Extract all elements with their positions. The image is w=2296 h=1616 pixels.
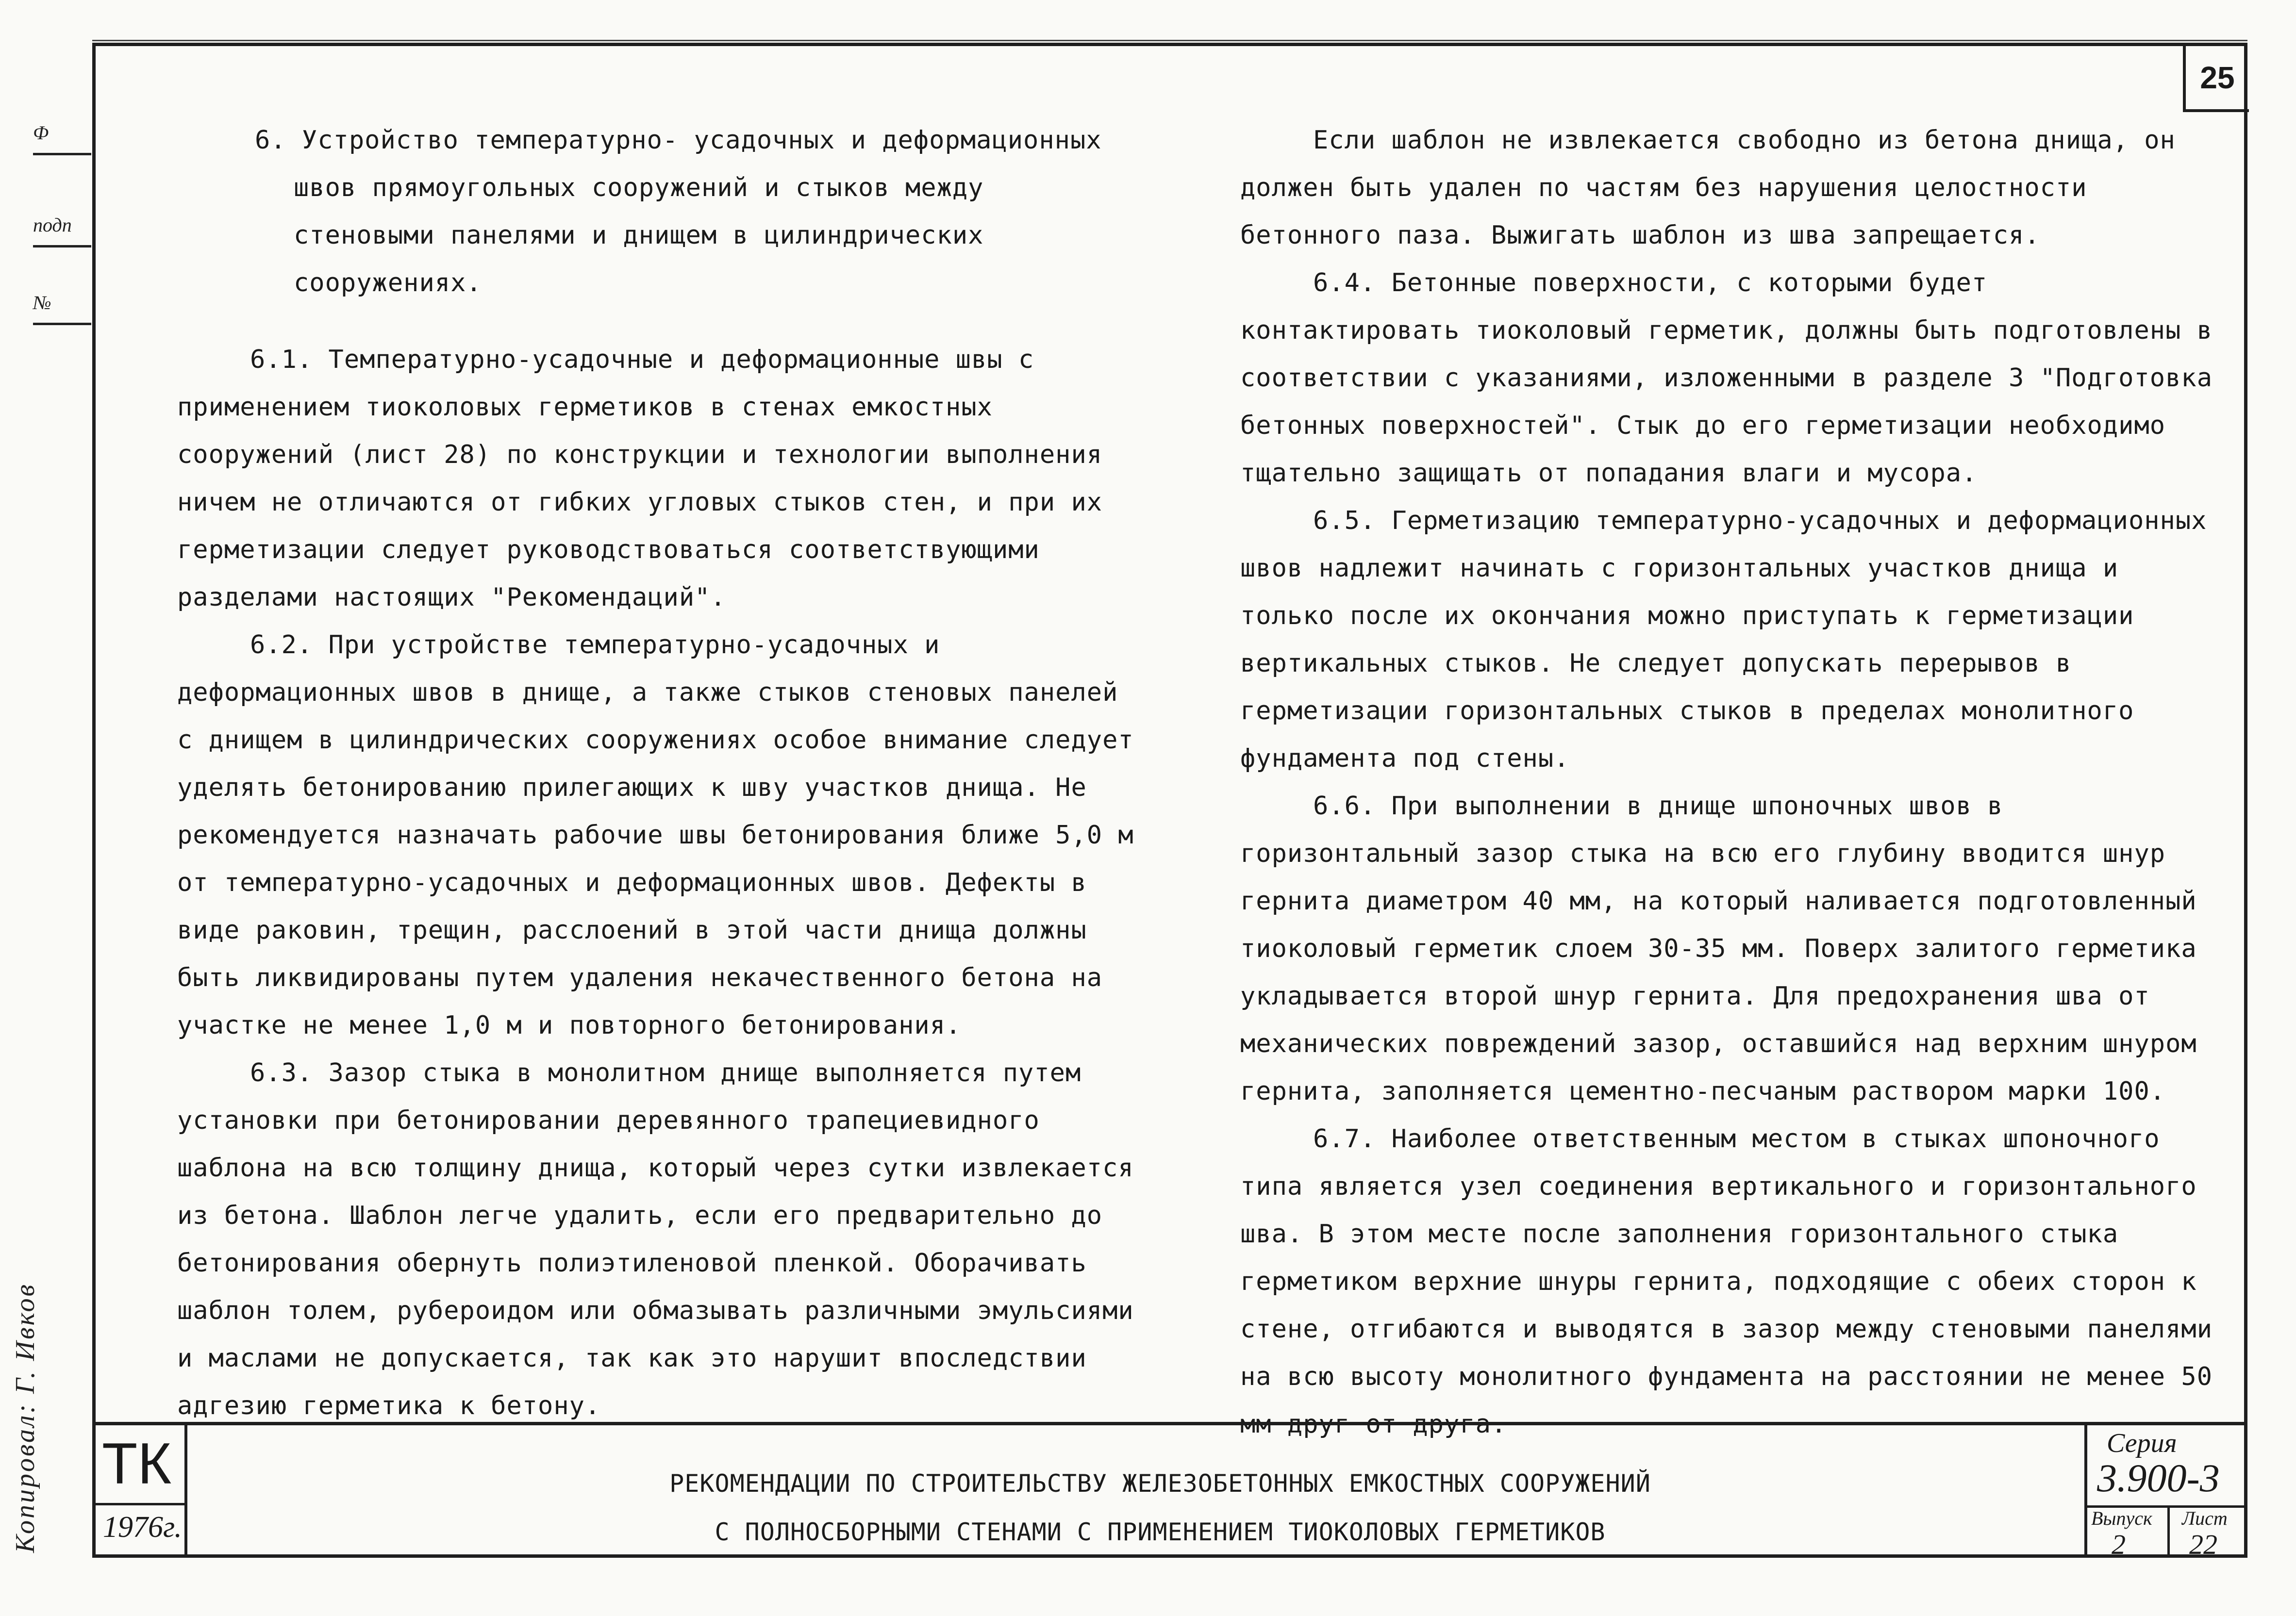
series-value: 3.900-3 [2097, 1456, 2220, 1500]
sheet-label: Лист [2182, 1507, 2228, 1529]
margin-label-1: Ф [33, 122, 49, 144]
left-margin-strip [0, 0, 92, 1616]
right-text-column [1240, 116, 2221, 1448]
document-title [529, 1459, 1791, 1556]
margin-label-2: подп [33, 214, 72, 236]
title-block [92, 1422, 2247, 1561]
series-divider [2167, 1505, 2170, 1558]
paragraph-6-2: 6.2. При устройстве температурно-усадочных и деформационных швов в днище, а также стыков стеновых панелей с днищем в цилиндрических сооружениях особое внимание следует уделять бетонированию прилегающих к шву участков днища. Не рекомендуется назначать рабочие швы бетонирования ближе 5,0 м от температурно-усадочных и деформационных швов. Дефекты в виде раковин, трещин, расслоений в этой части днища должны быть ликвидированы путем удаления некачественного бетона на участке не менее 1,0 м и повторного бетонирования. [177, 630, 1134, 1040]
paragraph-6-1: 6.1. Температурно-усадочные и деформационные швы с применением тиоколовых герметиков в стенах емкостных сооружений (лист 28) по конструкции и технологии выполнения ничем не отличаются от гибких угловых стыков стен, и при их герметизации следует руководствоваться соответствующими разделами настоящих "Рекомендаций". [177, 345, 1103, 612]
paragraph-6-3: 6.3. Зазор стыка в монолитном днище выполняется путем установки при бетонировании деревянного трапециевидного шаблона на всю толщину днища, который через сутки извлекается из бетона. Шаблон легче удалить, если его предварительно до бетонирования обернуть полиэтиленовой пленкой. Оборачивать шаблон толем, рубероидом или обмазывать различными эмульсиями и маслами не допускается, так как это нарушит впоследствии адгезию герметика к бетону. [177, 1058, 1134, 1420]
series-label: Серия [2107, 1428, 2177, 1458]
issue-label: Выпуск [2091, 1507, 2152, 1529]
paragraph-6-7: 6.7. Наиболее ответственным местом в стыках шпоночного типа является узел соединения вертикального и горизонтального шва. В этом месте после заполнения горизонтального стыка герметиком верхние шнуры гернита, подходящие с обеих сторон к стене, отгибаются и выводятся в зазор между стеновыми панелями на всю высоту монолитного фундамента на расстоянии не менее 50 мм друг от друга. [1240, 1124, 2213, 1439]
paragraph-6-4: 6.4. Бетонные поверхности, с которыми будет контактировать тиоколовый герметик, должны быть подготовлены в соответствии с указаниями, изложенными в разделе 3 "Подготовка бетонных поверхностей". Стык до его герметизации необходимо тщательно защищать от попадания влаги и мусора. [1240, 268, 2213, 488]
paragraph-continuation: Если шаблон не извлекается свободно из бетона днища, он должен быть удален по частям без нарушения целостности бетонного паза. Выжигать шаблон из шва запрещается. [1240, 126, 2176, 250]
org-stamp [92, 1425, 187, 1558]
margin-label-3: № [33, 292, 51, 313]
paragraph-6-6: 6.6. При выполнении в днище шпоночных швов в горизонтальный зазор стыка на всю его глубину вводится шнур гернита диаметром 40 мм, на который наливается подготовленный тиоколовый герметик слоем 30-35 мм. Поверх залитого герметика укладывается второй шнур гернита. Для предохранения шва от механических повреждений зазор, оставшийся над верхним шнуром гернита, заполняется цементно-песчаным раствором марки 100. [1240, 792, 2197, 1106]
issue-value: 2 [2112, 1529, 2126, 1560]
margin-rule [33, 153, 91, 155]
sheet-value: 22 [2189, 1529, 2217, 1560]
top-border-line [92, 40, 2247, 41]
page-number: 25 [2183, 46, 2249, 112]
section-heading: 6. Устройство температурно- усадочных и деформационных швов прямоугольных сооружений и стыков между стеновыми панелями и днищем в цилиндрических сооружениях. [255, 126, 1102, 297]
paragraph-6-5: 6.5. Герметизацию температурно-усадочных и деформационных швов надлежит начинать с горизонтальных участков днища и только после их окончания можно приступать к герметизации вертикальных стыков. Не следует допускать перерывов в герметизации горизонтальных стыков в пределах монолитного фундамента под стены. [1240, 506, 2207, 773]
document-title-line-1: РЕКОМЕНДАЦИИ ПО СТРОИТЕЛЬСТВУ ЖЕЛЕЗОБЕТОННЫХ ЕМКОСТНЫХ СООРУЖЕНИЙ [669, 1469, 1651, 1498]
left-text-column [177, 116, 1138, 1430]
org-stamp-rule [92, 1503, 184, 1505]
series-cell [2084, 1425, 2247, 1558]
margin-rule [33, 245, 91, 247]
org-year: 1976г. [103, 1511, 182, 1544]
margin-rule [33, 323, 91, 325]
org-code: ТК [102, 1431, 172, 1496]
margin-vertical-note: Копировал: Г. Ивков [10, 1283, 40, 1553]
document-title-line-2: С ПОЛНОСБОРНЫМИ СТЕНАМИ С ПРИМЕНЕНИЕМ ТИОКОЛОВЫХ ГЕРМЕТИКОВ [715, 1518, 1606, 1546]
